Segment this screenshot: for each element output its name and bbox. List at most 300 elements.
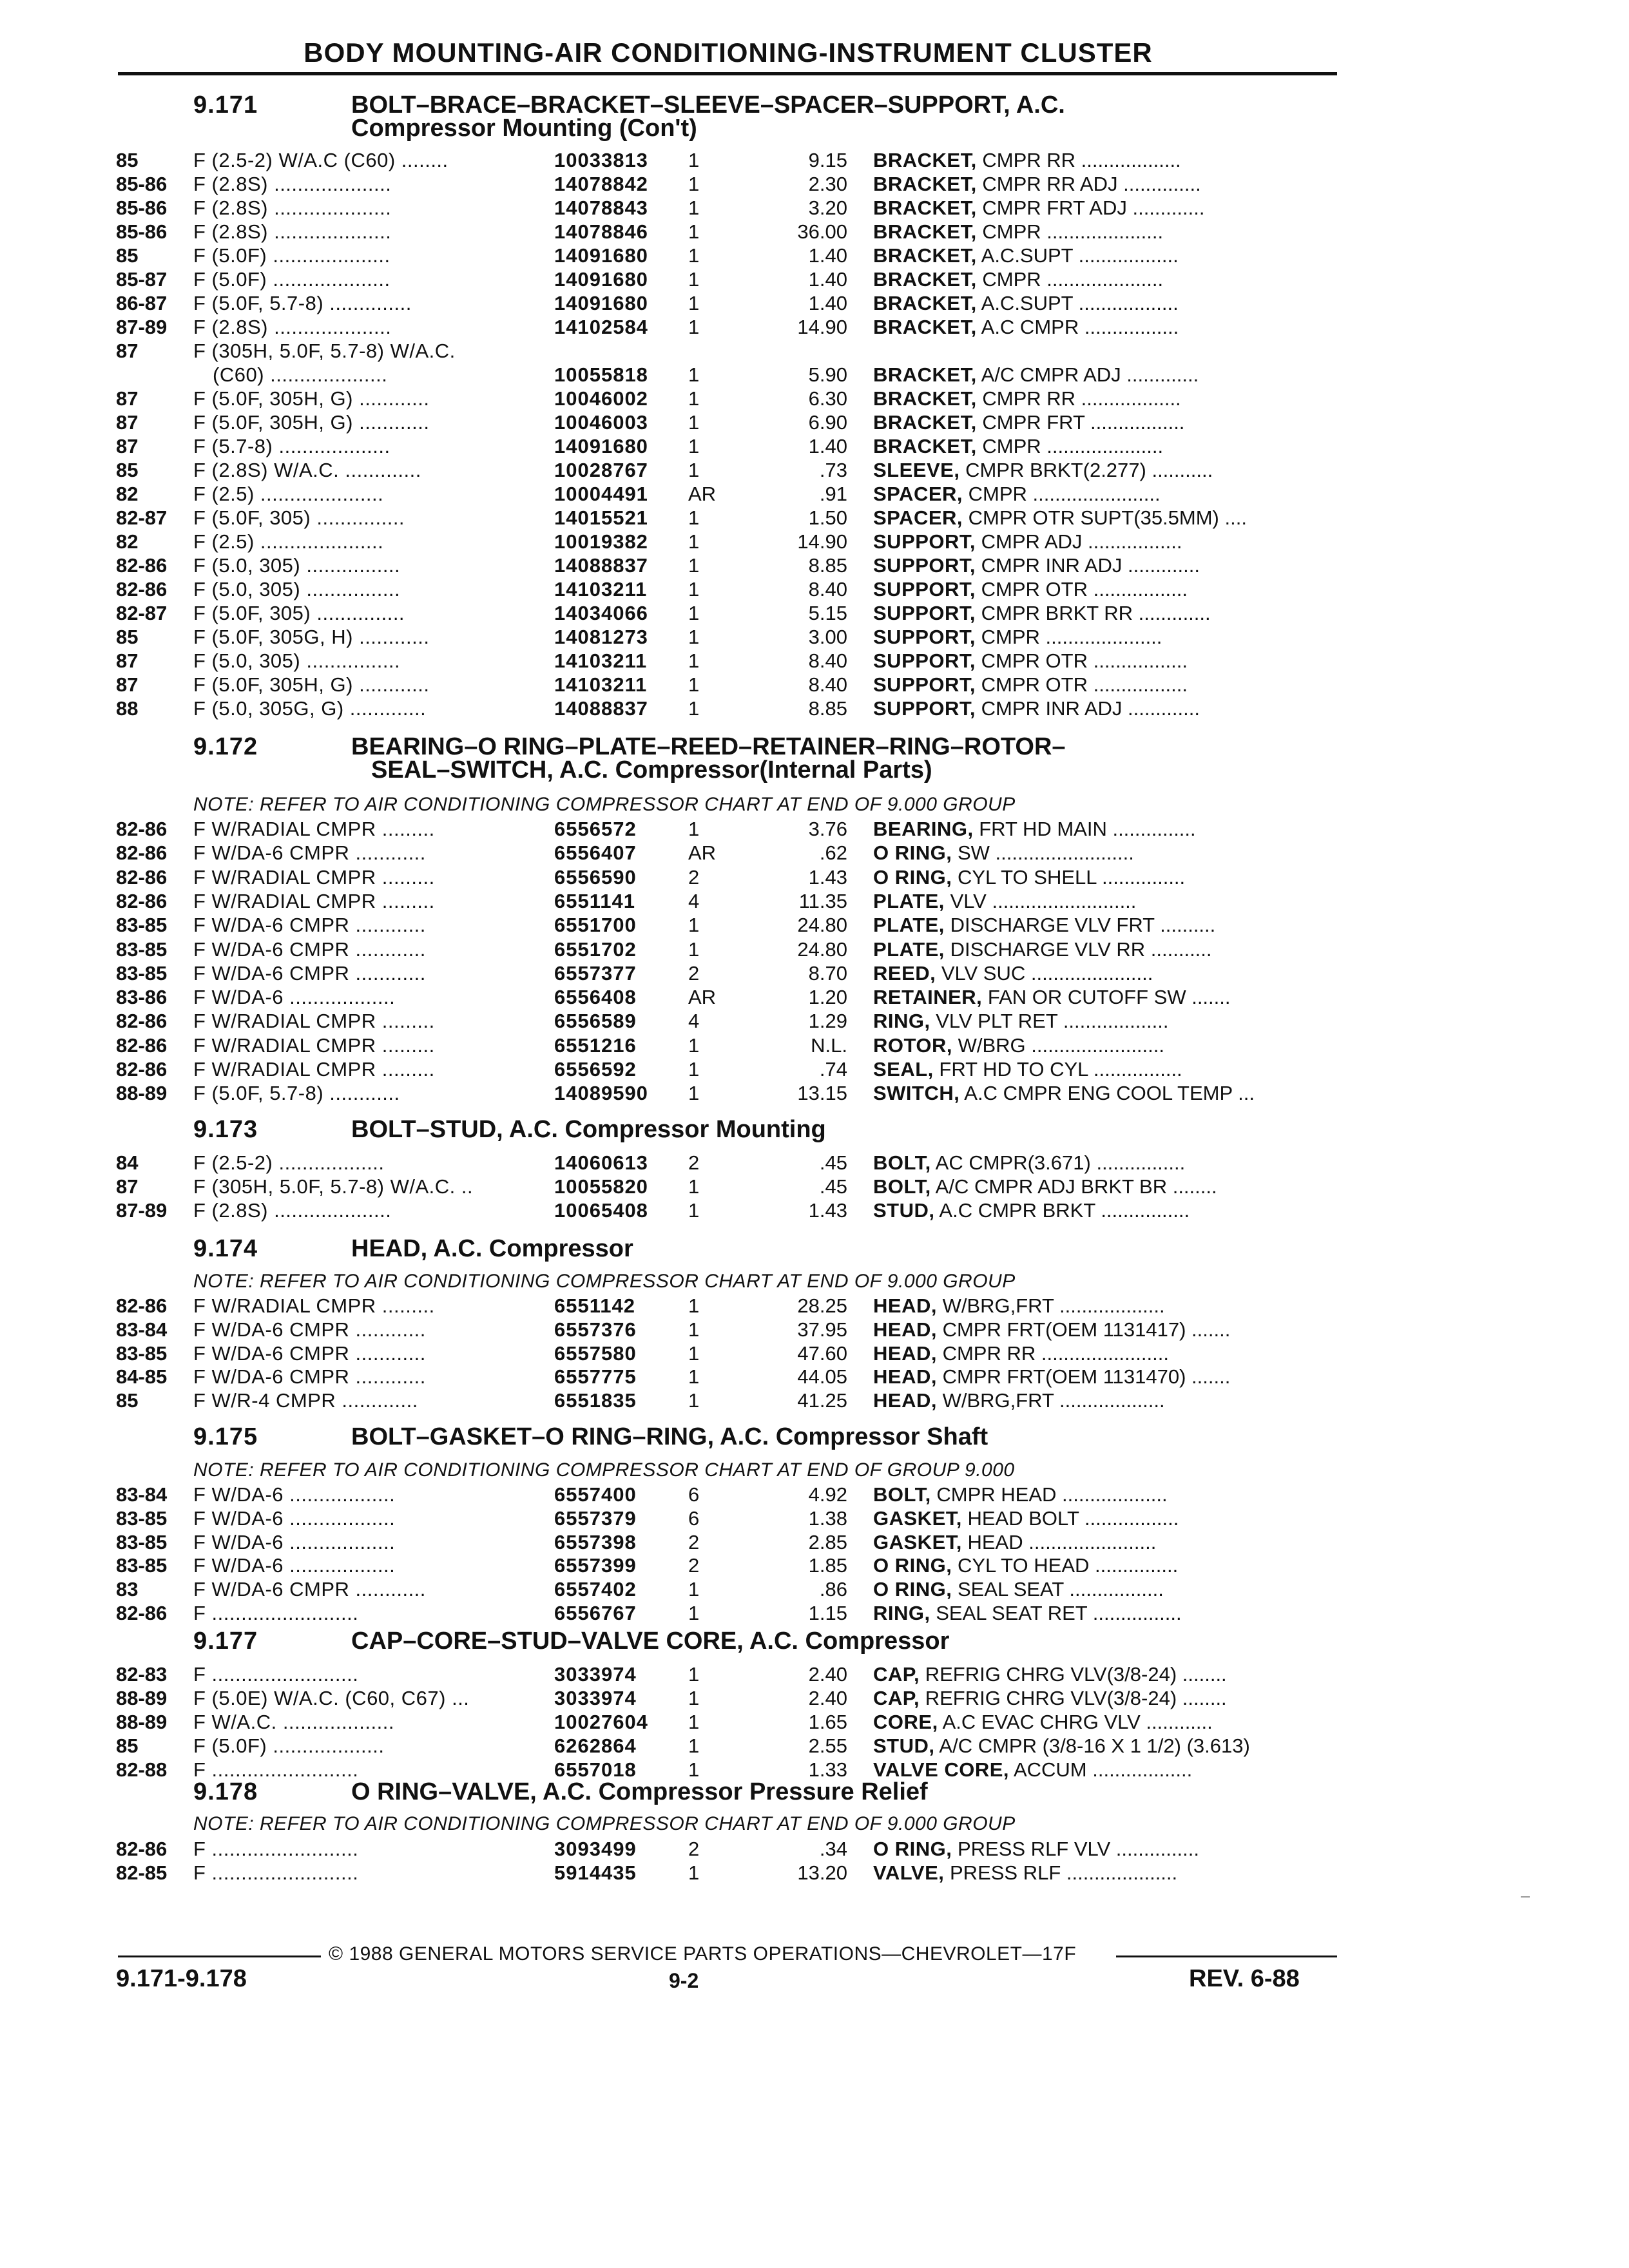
price: 24.80: [797, 914, 847, 936]
model-year: 82-86: [116, 1602, 168, 1624]
application: F W/DA-6 ..................: [193, 986, 396, 1008]
part-number: 14088837: [554, 554, 648, 577]
description-noun: SPACER,: [873, 483, 963, 505]
page-header-title: BODY MOUNTING-AIR CONDITIONING-INSTRUMENT CLUSTER: [304, 37, 1153, 68]
price: 13.20: [797, 1861, 847, 1884]
quantity: AR: [688, 841, 717, 864]
quantity: 1: [688, 435, 700, 457]
quantity: 1: [688, 292, 700, 314]
model-year: 83-85: [116, 938, 168, 961]
description-detail: A.C.SUPT ..................: [981, 292, 1179, 314]
description-noun: GASKET,: [873, 1507, 962, 1530]
footer-page-number: 9-2: [669, 1969, 699, 1992]
part-number: 14091680: [554, 292, 648, 314]
model-year: 82-83: [116, 1663, 168, 1686]
model-year: 82: [116, 530, 139, 553]
part-number: 14081273: [554, 626, 648, 648]
application: F W/RADIAL CMPR .........: [193, 866, 435, 889]
description-detail: W/BRG ........................: [958, 1034, 1164, 1057]
section-note: NOTE: REFER TO AIR CONDITIONING COMPRESSOR CHART AT END OF GROUP 9.000: [193, 1459, 1015, 1481]
price: 2.85: [808, 1531, 847, 1553]
description-detail: CMPR INR ADJ .............: [981, 554, 1200, 577]
quantity: 1: [688, 1687, 700, 1709]
description: [873, 1175, 1350, 1198]
part-number: 10046002: [554, 387, 648, 410]
description-noun: BRACKET,: [873, 387, 977, 410]
part-number: 3093499: [554, 1838, 637, 1860]
description-noun: PLATE,: [873, 938, 945, 961]
quantity: 1: [688, 1663, 700, 1686]
description-detail: CMPR INR ADJ .............: [981, 697, 1200, 720]
description-noun: PLATE,: [873, 914, 945, 936]
quantity: 1: [688, 244, 700, 267]
quantity: 1: [688, 1861, 700, 1884]
description-detail: CMPR .....................: [982, 435, 1164, 457]
price: 2.55: [808, 1735, 847, 1757]
quantity: 1: [688, 1342, 700, 1365]
quantity: 1: [688, 1034, 700, 1057]
price: 1.33: [808, 1758, 847, 1781]
part-number: 14078843: [554, 197, 648, 219]
section-number: 9.172: [193, 733, 258, 760]
description: [873, 267, 1350, 291]
price: 1.65: [808, 1711, 847, 1733]
margin-mark: [1521, 1896, 1530, 1898]
description: [873, 244, 1350, 267]
application: F (305H, 5.0F, 5.7-8) W/A.C.: [193, 340, 456, 362]
application: F (2.8S) ....................: [193, 1199, 392, 1222]
part-number: 14034066: [554, 602, 648, 624]
section-title: CAP–CORE–STUD–VALVE CORE, A.C. Compressor: [351, 1628, 950, 1655]
application: F .........................: [193, 1663, 359, 1686]
model-year: 85: [116, 459, 139, 481]
part-number: 14102584: [554, 316, 648, 338]
price: 4.92: [808, 1483, 847, 1506]
price: 1.43: [808, 1199, 847, 1222]
description: [873, 482, 1350, 506]
description-detail: A.C EVAC CHRG VLV ............: [942, 1711, 1213, 1733]
description: [873, 387, 1350, 410]
part-number: 10055818: [554, 363, 648, 386]
application: F W/DA-6 CMPR ............: [193, 841, 426, 864]
model-year: 85: [116, 626, 139, 648]
model-year: 84: [116, 1151, 139, 1174]
description-noun: BRACKET,: [873, 292, 977, 314]
application: F .........................: [193, 1861, 359, 1884]
part-number: 6556408: [554, 986, 637, 1008]
description: [873, 1577, 1350, 1601]
description-detail: A.C CMPR ENG COOL TEMP ...: [964, 1082, 1255, 1104]
section-number: 9.178: [193, 1778, 258, 1805]
section-note: NOTE: REFER TO AIR CONDITIONING COMPRESSOR CHART AT END OF 9.000 GROUP: [193, 1271, 1016, 1292]
description-detail: SW .........................: [957, 841, 1134, 864]
model-year: 87-89: [116, 316, 168, 338]
quantity: 1: [688, 697, 700, 720]
description-noun: HEAD,: [873, 1318, 937, 1341]
quantity: 1: [688, 649, 700, 672]
quantity: 1: [688, 220, 700, 243]
description-noun: SEAL,: [873, 1058, 934, 1081]
description-detail: A.C CMPR .................: [981, 316, 1179, 338]
price: 3.20: [808, 197, 847, 219]
part-number: 14091680: [554, 435, 648, 457]
application: F (5.0, 305) ................: [193, 649, 401, 672]
description-noun: PLATE,: [873, 890, 945, 912]
model-year: 85: [116, 149, 139, 171]
price: .73: [819, 459, 847, 481]
part-number: 6557018: [554, 1758, 637, 1781]
description: [873, 577, 1350, 601]
footer-rule-left: [118, 1956, 321, 1957]
model-year: 86-87: [116, 292, 168, 314]
quantity: 1: [688, 554, 700, 577]
quantity: 1: [688, 268, 700, 291]
quantity: 6: [688, 1507, 700, 1530]
application: F (305H, 5.0F, 5.7-8) W/A.C. ..: [193, 1175, 474, 1198]
application: F W/DA-6 ..................: [193, 1507, 396, 1530]
description-noun: SUPPORT,: [873, 673, 976, 696]
description-detail: CMPR OTR .................: [981, 673, 1188, 696]
model-year: 82-86: [116, 866, 168, 889]
part-number: 10055820: [554, 1175, 648, 1198]
description: [873, 196, 1350, 220]
description-noun: SWITCH,: [873, 1082, 960, 1104]
description: [873, 1601, 1350, 1625]
quantity: 1: [688, 1758, 700, 1781]
quantity: 4: [688, 1010, 700, 1032]
description-noun: BRACKET,: [873, 173, 977, 195]
description: [873, 220, 1350, 244]
quantity: 1: [688, 673, 700, 696]
description-noun: CORE,: [873, 1711, 938, 1733]
model-year: 82-86: [116, 1034, 168, 1057]
price: 1.20: [808, 986, 847, 1008]
description-noun: BRACKET,: [873, 435, 977, 457]
description-noun: O RING,: [873, 1578, 952, 1600]
description-detail: ACCUM ..................: [1013, 1758, 1193, 1781]
price: 8.85: [808, 697, 847, 720]
section-title: HEAD, A.C. Compressor: [351, 1235, 633, 1262]
description-noun: STUD,: [873, 1735, 935, 1757]
application: F W/DA-6 CMPR ............: [193, 1578, 426, 1600]
part-number: 14078842: [554, 173, 648, 195]
description-detail: CMPR .......................: [968, 483, 1161, 505]
description-detail: REFRIG CHRG VLV(3/8-24) ........: [925, 1687, 1227, 1709]
part-number: 10004491: [554, 483, 648, 505]
application: F W/DA-6 ..................: [193, 1554, 396, 1577]
price: 14.90: [797, 316, 847, 338]
model-year: 82-86: [116, 1838, 168, 1860]
header-rule: [118, 72, 1337, 75]
description: [873, 625, 1350, 649]
application: F (2.5-2) W/A.C (C60) ........: [193, 149, 448, 171]
price: 24.80: [797, 938, 847, 961]
model-year: 82-85: [116, 1861, 168, 1884]
application: F (5.0F, 305G, H) ............: [193, 626, 430, 648]
description: [873, 913, 1350, 937]
application: F .........................: [193, 1838, 359, 1860]
quantity: 2: [688, 1838, 700, 1860]
application: F W/RADIAL CMPR .........: [193, 1034, 435, 1057]
description: [873, 1009, 1350, 1033]
application: F (5.0F) ....................: [193, 268, 390, 291]
footer-copyright: © 1988 GENERAL MOTORS SERVICE PARTS OPERATIONS—CHEVROLET—17F: [329, 1943, 1077, 1965]
application: F (5.0E) W/A.C. (C60, C67) ...: [193, 1687, 470, 1709]
part-number: 6556590: [554, 866, 637, 889]
price: 2.40: [808, 1687, 847, 1709]
model-year: 82-86: [116, 818, 168, 840]
description-detail: DISCHARGE VLV RR ...........: [950, 938, 1212, 961]
quantity: 1: [688, 1199, 700, 1222]
description: [873, 315, 1350, 339]
application: F W/DA-6 CMPR ............: [193, 1365, 426, 1388]
part-number: 14015521: [554, 506, 648, 529]
description: [873, 961, 1350, 985]
price: 5.90: [808, 363, 847, 386]
application: F W/DA-6 CMPR ............: [193, 962, 426, 985]
model-year: 82-86: [116, 841, 168, 864]
application: F (5.0F) ....................: [193, 244, 390, 267]
model-year: 85-86: [116, 173, 168, 195]
model-year: 83-85: [116, 1531, 168, 1553]
description-noun: O RING,: [873, 841, 952, 864]
model-year: 85-86: [116, 220, 168, 243]
description: [873, 1081, 1350, 1105]
part-number: 6557377: [554, 962, 637, 985]
application: F W/DA-6 CMPR ............: [193, 914, 426, 936]
description-detail: CMPR RR ADJ ..............: [982, 173, 1201, 195]
application: F W/RADIAL CMPR .........: [193, 818, 435, 840]
price: 2.40: [808, 1663, 847, 1686]
part-number: 14103211: [554, 673, 648, 696]
quantity: 1: [688, 938, 700, 961]
description-detail: CMPR HEAD ...................: [936, 1483, 1168, 1506]
model-year: 85-86: [116, 197, 168, 219]
description-noun: SUPPORT,: [873, 626, 976, 648]
quantity: 2: [688, 962, 700, 985]
price: 8.70: [808, 962, 847, 985]
part-number: 14091680: [554, 268, 648, 291]
description: [873, 1553, 1350, 1577]
description-noun: BRACKET,: [873, 268, 977, 291]
part-number: 6557402: [554, 1578, 637, 1600]
price: 11.35: [798, 890, 847, 912]
model-year: 87: [116, 649, 139, 672]
price: .34: [819, 1838, 847, 1860]
quantity: 2: [688, 866, 700, 889]
application: F (2.5-2) ..................: [193, 1151, 385, 1174]
price: 8.40: [808, 578, 847, 601]
description: [873, 553, 1350, 577]
application: F W/A.C. ...................: [193, 1711, 394, 1733]
description-noun: BRACKET,: [873, 220, 977, 243]
application: F (5.0F, 305H, G) ............: [193, 387, 430, 410]
description-noun: BEARING,: [873, 818, 974, 840]
description-detail: CYL TO HEAD ...............: [957, 1554, 1179, 1577]
section-title: BOLT–STUD, A.C. Compressor Mounting: [351, 1116, 826, 1143]
description-noun: GASKET,: [873, 1531, 962, 1553]
price: 1.40: [808, 244, 847, 267]
application: F .........................: [193, 1602, 359, 1624]
quantity: 1: [688, 149, 700, 171]
description: [873, 1389, 1350, 1412]
section-title: BOLT–BRACE–BRACKET–SLEEVE–SPACER–SUPPORT, A.C.: [351, 91, 1065, 119]
description-noun: CAP,: [873, 1663, 920, 1686]
model-year: 82-86: [116, 890, 168, 912]
description-noun: BOLT,: [873, 1483, 931, 1506]
description-detail: A.C CMPR BRKT ................: [939, 1199, 1190, 1222]
description: [873, 985, 1350, 1009]
application: F .........................: [193, 1758, 359, 1781]
price: .74: [819, 1058, 847, 1081]
description-noun: HEAD,: [873, 1365, 937, 1388]
section-note: NOTE: REFER TO AIR CONDITIONING COMPRESSOR CHART AT END OF 9.000 GROUP: [193, 794, 1016, 815]
application: (C60) ....................: [213, 363, 388, 386]
description-detail: HEAD .......................: [967, 1531, 1157, 1553]
quantity: 1: [688, 1602, 700, 1624]
price: .45: [819, 1175, 847, 1198]
quantity: 1: [688, 459, 700, 481]
quantity: 2: [688, 1151, 700, 1174]
application: F (5.0F, 5.7-8) ............: [193, 1082, 400, 1104]
model-year: 82-87: [116, 602, 168, 624]
description: [873, 1662, 1350, 1686]
description: [873, 1294, 1350, 1318]
description-noun: SUPPORT,: [873, 602, 976, 624]
description-noun: CAP,: [873, 1687, 920, 1709]
quantity: 1: [688, 411, 700, 434]
description-detail: CMPR .....................: [981, 626, 1162, 648]
application: F W/RADIAL CMPR .........: [193, 1058, 435, 1081]
description-detail: CMPR .....................: [982, 268, 1164, 291]
model-year: 87: [116, 340, 139, 362]
quantity: 1: [688, 197, 700, 219]
price: 13.15: [797, 1082, 847, 1104]
application: F W/DA-6 CMPR ............: [193, 1318, 426, 1341]
description: [873, 1506, 1350, 1530]
price: 1.85: [808, 1554, 847, 1577]
description: [873, 1837, 1350, 1861]
application: F (5.0F, 305) ...............: [193, 602, 405, 624]
footer-rule-right: [1116, 1956, 1337, 1957]
quantity: 1: [688, 1735, 700, 1757]
quantity: 1: [688, 1082, 700, 1104]
description: [873, 1033, 1350, 1057]
part-number: 6556572: [554, 818, 637, 840]
section-number: 9.177: [193, 1628, 258, 1655]
description-detail: REFRIG CHRG VLV(3/8-24) ........: [925, 1663, 1227, 1686]
price: 44.05: [797, 1365, 847, 1388]
description-noun: HEAD,: [873, 1342, 937, 1365]
description: [873, 1861, 1350, 1885]
price: 8.40: [808, 673, 847, 696]
quantity: 1: [688, 1058, 700, 1081]
section-number: 9.174: [193, 1235, 258, 1262]
application: F (2.8S) ....................: [193, 316, 392, 338]
description-noun: STUD,: [873, 1199, 935, 1222]
quantity: 4: [688, 890, 700, 912]
price: .91: [819, 483, 847, 505]
part-number: 6557580: [554, 1342, 637, 1365]
section-title: BEARING–O RING–PLATE–REED–RETAINER–RING–ROTOR–: [351, 733, 1066, 760]
application: F (5.0F, 305) ...............: [193, 506, 405, 529]
description: [873, 1710, 1350, 1734]
description-noun: SUPPORT,: [873, 578, 976, 601]
description-detail: CMPR BRKT(2.277) ...........: [965, 459, 1213, 481]
model-year: 83-85: [116, 1342, 168, 1365]
description: [873, 889, 1350, 913]
quantity: 1: [688, 1318, 700, 1341]
section-number: 9.175: [193, 1423, 258, 1450]
description-detail: CMPR OTR .................: [981, 649, 1188, 672]
application: F (5.0F, 5.7-8) ..............: [193, 292, 412, 314]
description: [873, 697, 1350, 720]
model-year: 82-86: [116, 1058, 168, 1081]
part-number: 6551141: [554, 890, 635, 912]
description-detail: CMPR OTR SUPT(35.5MM) ....: [968, 506, 1247, 529]
description-detail: VLV PLT RET ...................: [936, 1010, 1169, 1032]
model-year: 83-86: [116, 986, 168, 1008]
description-detail: AC CMPR(3.671) ................: [935, 1151, 1186, 1174]
part-number: 6557399: [554, 1554, 637, 1577]
description-detail: DISCHARGE VLV FRT ..........: [950, 914, 1216, 936]
quantity: 1: [688, 602, 700, 624]
price: 28.25: [797, 1294, 847, 1317]
description-noun: SUPPORT,: [873, 554, 976, 577]
description-detail: CMPR ADJ .................: [981, 530, 1182, 553]
part-number: 14088837: [554, 697, 648, 720]
section-number: 9.173: [193, 1116, 258, 1143]
quantity: AR: [688, 483, 717, 505]
description-noun: HEAD,: [873, 1389, 937, 1412]
part-number: 6551702: [554, 938, 637, 961]
application: F W/RADIAL CMPR .........: [193, 890, 435, 912]
model-year: 87-89: [116, 1199, 168, 1222]
application: F W/R-4 CMPR .............: [193, 1389, 418, 1412]
description-noun: BRACKET,: [873, 149, 977, 171]
quantity: 1: [688, 626, 700, 648]
part-number: 6551700: [554, 914, 637, 936]
application: F W/DA-6 ..................: [193, 1483, 396, 1506]
quantity: AR: [688, 986, 717, 1008]
model-year: 88-89: [116, 1687, 168, 1709]
price: 36.00: [797, 220, 847, 243]
model-year: 83-85: [116, 962, 168, 985]
price: .45: [819, 1151, 847, 1174]
section-note: NOTE: REFER TO AIR CONDITIONING COMPRESSOR CHART AT END OF 9.000 GROUP: [193, 1813, 1016, 1834]
model-year: 82-86: [116, 554, 168, 577]
description-noun: O RING,: [873, 1554, 952, 1577]
description: [873, 1341, 1350, 1365]
description: [873, 530, 1350, 553]
price: 1.29: [808, 1010, 847, 1032]
model-year: 87: [116, 387, 139, 410]
part-number: 14091680: [554, 244, 648, 267]
description-detail: FRT HD TO CYL ................: [939, 1058, 1182, 1081]
description-detail: PRESS RLF VLV ...............: [957, 1838, 1199, 1860]
price: 6.90: [808, 411, 847, 434]
part-number: 14103211: [554, 649, 648, 672]
price: 8.85: [808, 554, 847, 577]
section-title: O RING–VALVE, A.C. Compressor Pressure Relief: [351, 1778, 928, 1805]
model-year: 85: [116, 244, 139, 267]
description-detail: CMPR RR ..................: [982, 149, 1181, 171]
model-year: 88: [116, 697, 139, 720]
part-number: 6557775: [554, 1365, 637, 1388]
description-detail: SEAL SEAT RET ................: [936, 1602, 1182, 1624]
model-year: 82-86: [116, 1294, 168, 1317]
part-number: 6551835: [554, 1389, 637, 1412]
